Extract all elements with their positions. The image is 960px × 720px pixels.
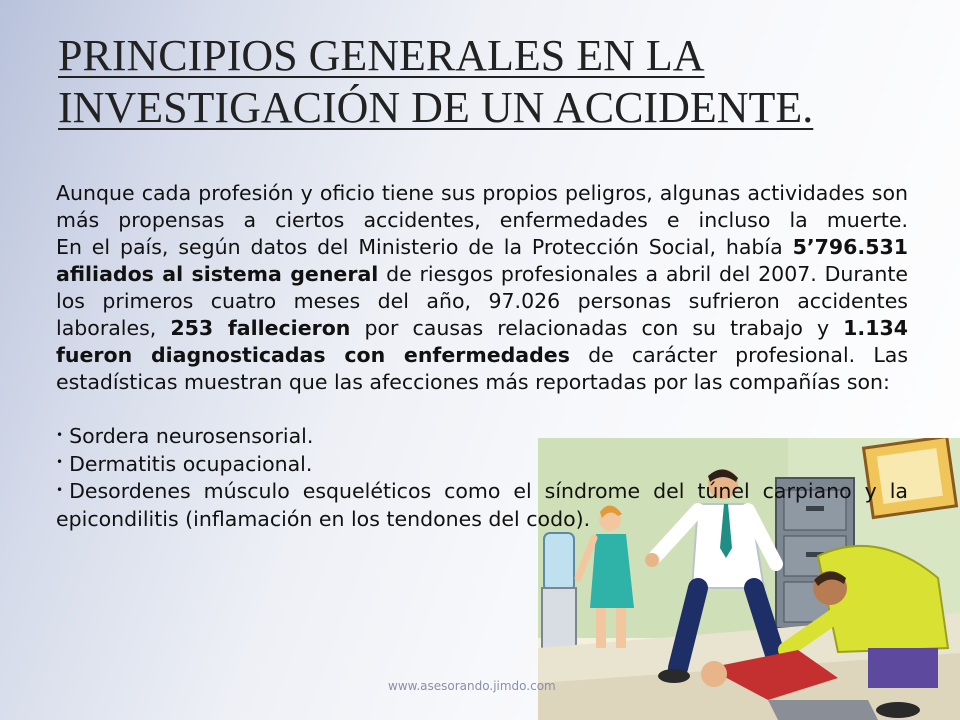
stats-affiliates-bold: 5’796.531 afiliados al sistema general <box>56 235 908 286</box>
stats-deaths-bold: 253 fallecieron <box>170 316 351 340</box>
stats-diagnosed-bold: 1.134 fueron diagnosticadas con enfermedades <box>56 316 908 367</box>
conditions-list <box>56 423 908 533</box>
stats-text-3: por causas relacionadas con su trabajo y <box>350 316 844 340</box>
slide-title <box>58 30 918 134</box>
title-line-2: INVESTIGACIÓN DE UN ACCIDENTE. <box>58 83 814 132</box>
body-text <box>56 180 908 533</box>
bullet-icon: • <box>56 427 64 442</box>
bullet-icon: • <box>56 482 64 497</box>
list-item-text: Sordera neurosensorial. <box>69 424 314 448</box>
list-item <box>56 451 908 479</box>
stats-text-1: En el país, según datos del Ministerio de la Protección Social, había <box>56 235 793 259</box>
stats-paragraph <box>56 234 908 396</box>
title-line-1: PRINCIPIOS GENERALES EN LA <box>58 31 705 80</box>
stats-text-2: de riesgos profesionales a abril del 2007. Durante los primeros cuatro meses del año, 97.026 personas sufrieron accidentes laborales, <box>56 262 908 340</box>
list-item-text: Dermatitis ocupacional. <box>69 451 313 476</box>
paragraph-gap <box>56 396 908 423</box>
bullet-icon: • <box>56 455 64 469</box>
stats-text-4: de carácter profesional. Las estadísticas muestran que las afecciones más reportadas por las compañías son: <box>56 343 908 394</box>
list-item <box>56 423 908 451</box>
watermark-url: www.asesorando.jimdo.com <box>388 679 556 693</box>
list-item <box>56 478 908 533</box>
intro-paragraph: Aunque cada profesión y oficio tiene sus propios peligros, algunas actividades son más propensas a ciertos accidentes, enfermedades e incluso la muerte. <box>56 181 908 232</box>
list-item-text: Desordenes músculo esqueléticos como el síndrome del túnel carpiano y la epicondilitis (inflamación en los tendones del codo). <box>56 479 908 531</box>
